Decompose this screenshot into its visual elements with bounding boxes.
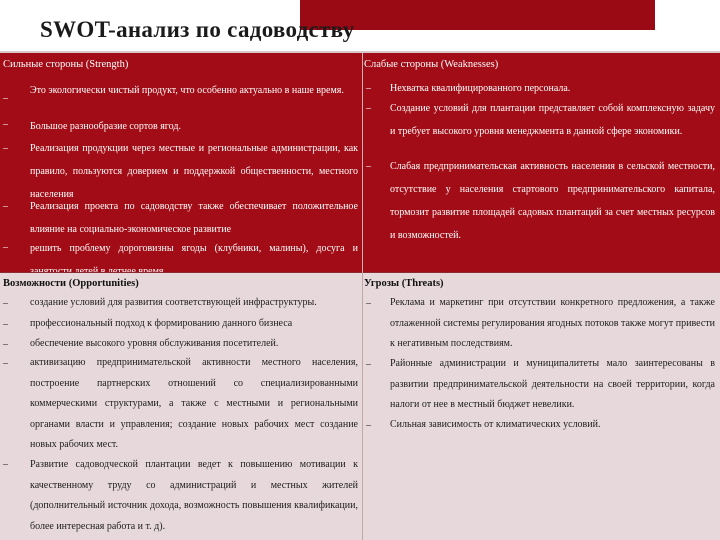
- bullet-dash: –: [366, 298, 371, 309]
- bullet-dash: –: [3, 358, 8, 369]
- bullet-dash: –: [366, 103, 371, 114]
- bullet-dash: –: [366, 161, 371, 172]
- bullet-dash: –: [3, 119, 8, 130]
- weakness-item: Нехватка квалифицированного персонала.: [390, 83, 571, 94]
- threat-item: Сильная зависимость от климатических условий.: [390, 419, 601, 430]
- threat-item: Районные администрации и муниципалитеты мало заинтересованы в развитии предпринимательской деятельности на своей территории, когда налоги от нее в местный бюджет невелики.: [390, 358, 715, 410]
- column-divider: [362, 53, 363, 272]
- bullet-dash: –: [3, 298, 8, 309]
- opportunity-item: активизацию предпринимательской активности местного населения, построение партнерских отношений со специализированными коммерческими структурами, а также с местными и региональными органами власти и управления; создание новых рабочих мест создание новых рабочих мест.: [30, 357, 358, 450]
- bullet-dash: –: [366, 359, 371, 370]
- opportunities-heading: Возможности (Opportunities): [3, 278, 139, 289]
- opportunity-item: создание условий для развития соответствующей инфраструктуры.: [30, 297, 317, 308]
- threat-item: Реклама и маркетинг при отсутствии конкретного предложения, а также отлаженной системы регулирования ягодных потоков также могут привести к негативным последствиям.: [390, 297, 715, 349]
- strength-item: Большое разнообразие сортов ягод.: [30, 121, 181, 132]
- column-divider: [362, 272, 363, 540]
- bullet-dash: –: [3, 459, 8, 470]
- opportunity-item: обеспечение высокого уровня обслуживания посетителей.: [30, 338, 279, 349]
- weakness-item: Создание условий для плантации представляет собой комплексную задачу и требует высокого уровня менеджмента в данной сфере экономики.: [390, 103, 715, 137]
- strengths-heading: Сильные стороны (Strength): [3, 59, 129, 70]
- bullet-dash: –: [3, 93, 8, 104]
- bullet-dash: –: [3, 319, 8, 330]
- bullet-dash: –: [3, 339, 8, 350]
- page-title: SWOT-анализ по садоводству: [40, 17, 355, 42]
- bullet-dash: –: [366, 420, 371, 431]
- weaknesses-heading: Слабые стороны (Weaknesses): [364, 59, 499, 70]
- strength-item: Реализация продукции через местные и региональные администрации, как правило, пользуются доверием и поддержкой общественности, местного населения: [30, 143, 358, 200]
- strength-item: Реализация проекта по садоводству также обеспечивает положительное влияние на социально-экономическое развитие: [30, 201, 358, 235]
- opportunities-threats-section: [0, 272, 720, 540]
- bullet-dash: –: [3, 201, 8, 212]
- weakness-item: Слабая предпринимательская активность населения в сельской местности, отсутствие у населения стартового предпринимательского капитала, тормозит развитие площадей садовых плантаций за счет местных ресурсов и возможностей.: [390, 161, 715, 241]
- bullet-dash: –: [3, 242, 8, 253]
- bullet-dash: –: [366, 83, 371, 94]
- strengths-weaknesses-section: [0, 53, 720, 272]
- opportunity-item: профессиональный подход к формированию данного бизнеса: [30, 318, 293, 329]
- threats-heading: Угрозы (Threats): [364, 278, 444, 289]
- opportunity-item: Развитие садоводческой плантации ведет к повышению мотивации к качественному труду со администраций и местных жителей (дополнительный источник дохода, возможность повышения квалификации, более интересная работа и т. д).: [30, 459, 358, 532]
- bullet-dash: –: [3, 143, 8, 154]
- strength-item: решить проблему дороговизны ягоды (клубники, малины), досуга и: [30, 243, 358, 254]
- section-divider: [0, 272, 720, 273]
- strength-item: Это экологически чистый продукт, что особенно актуально в наше время.: [30, 85, 344, 96]
